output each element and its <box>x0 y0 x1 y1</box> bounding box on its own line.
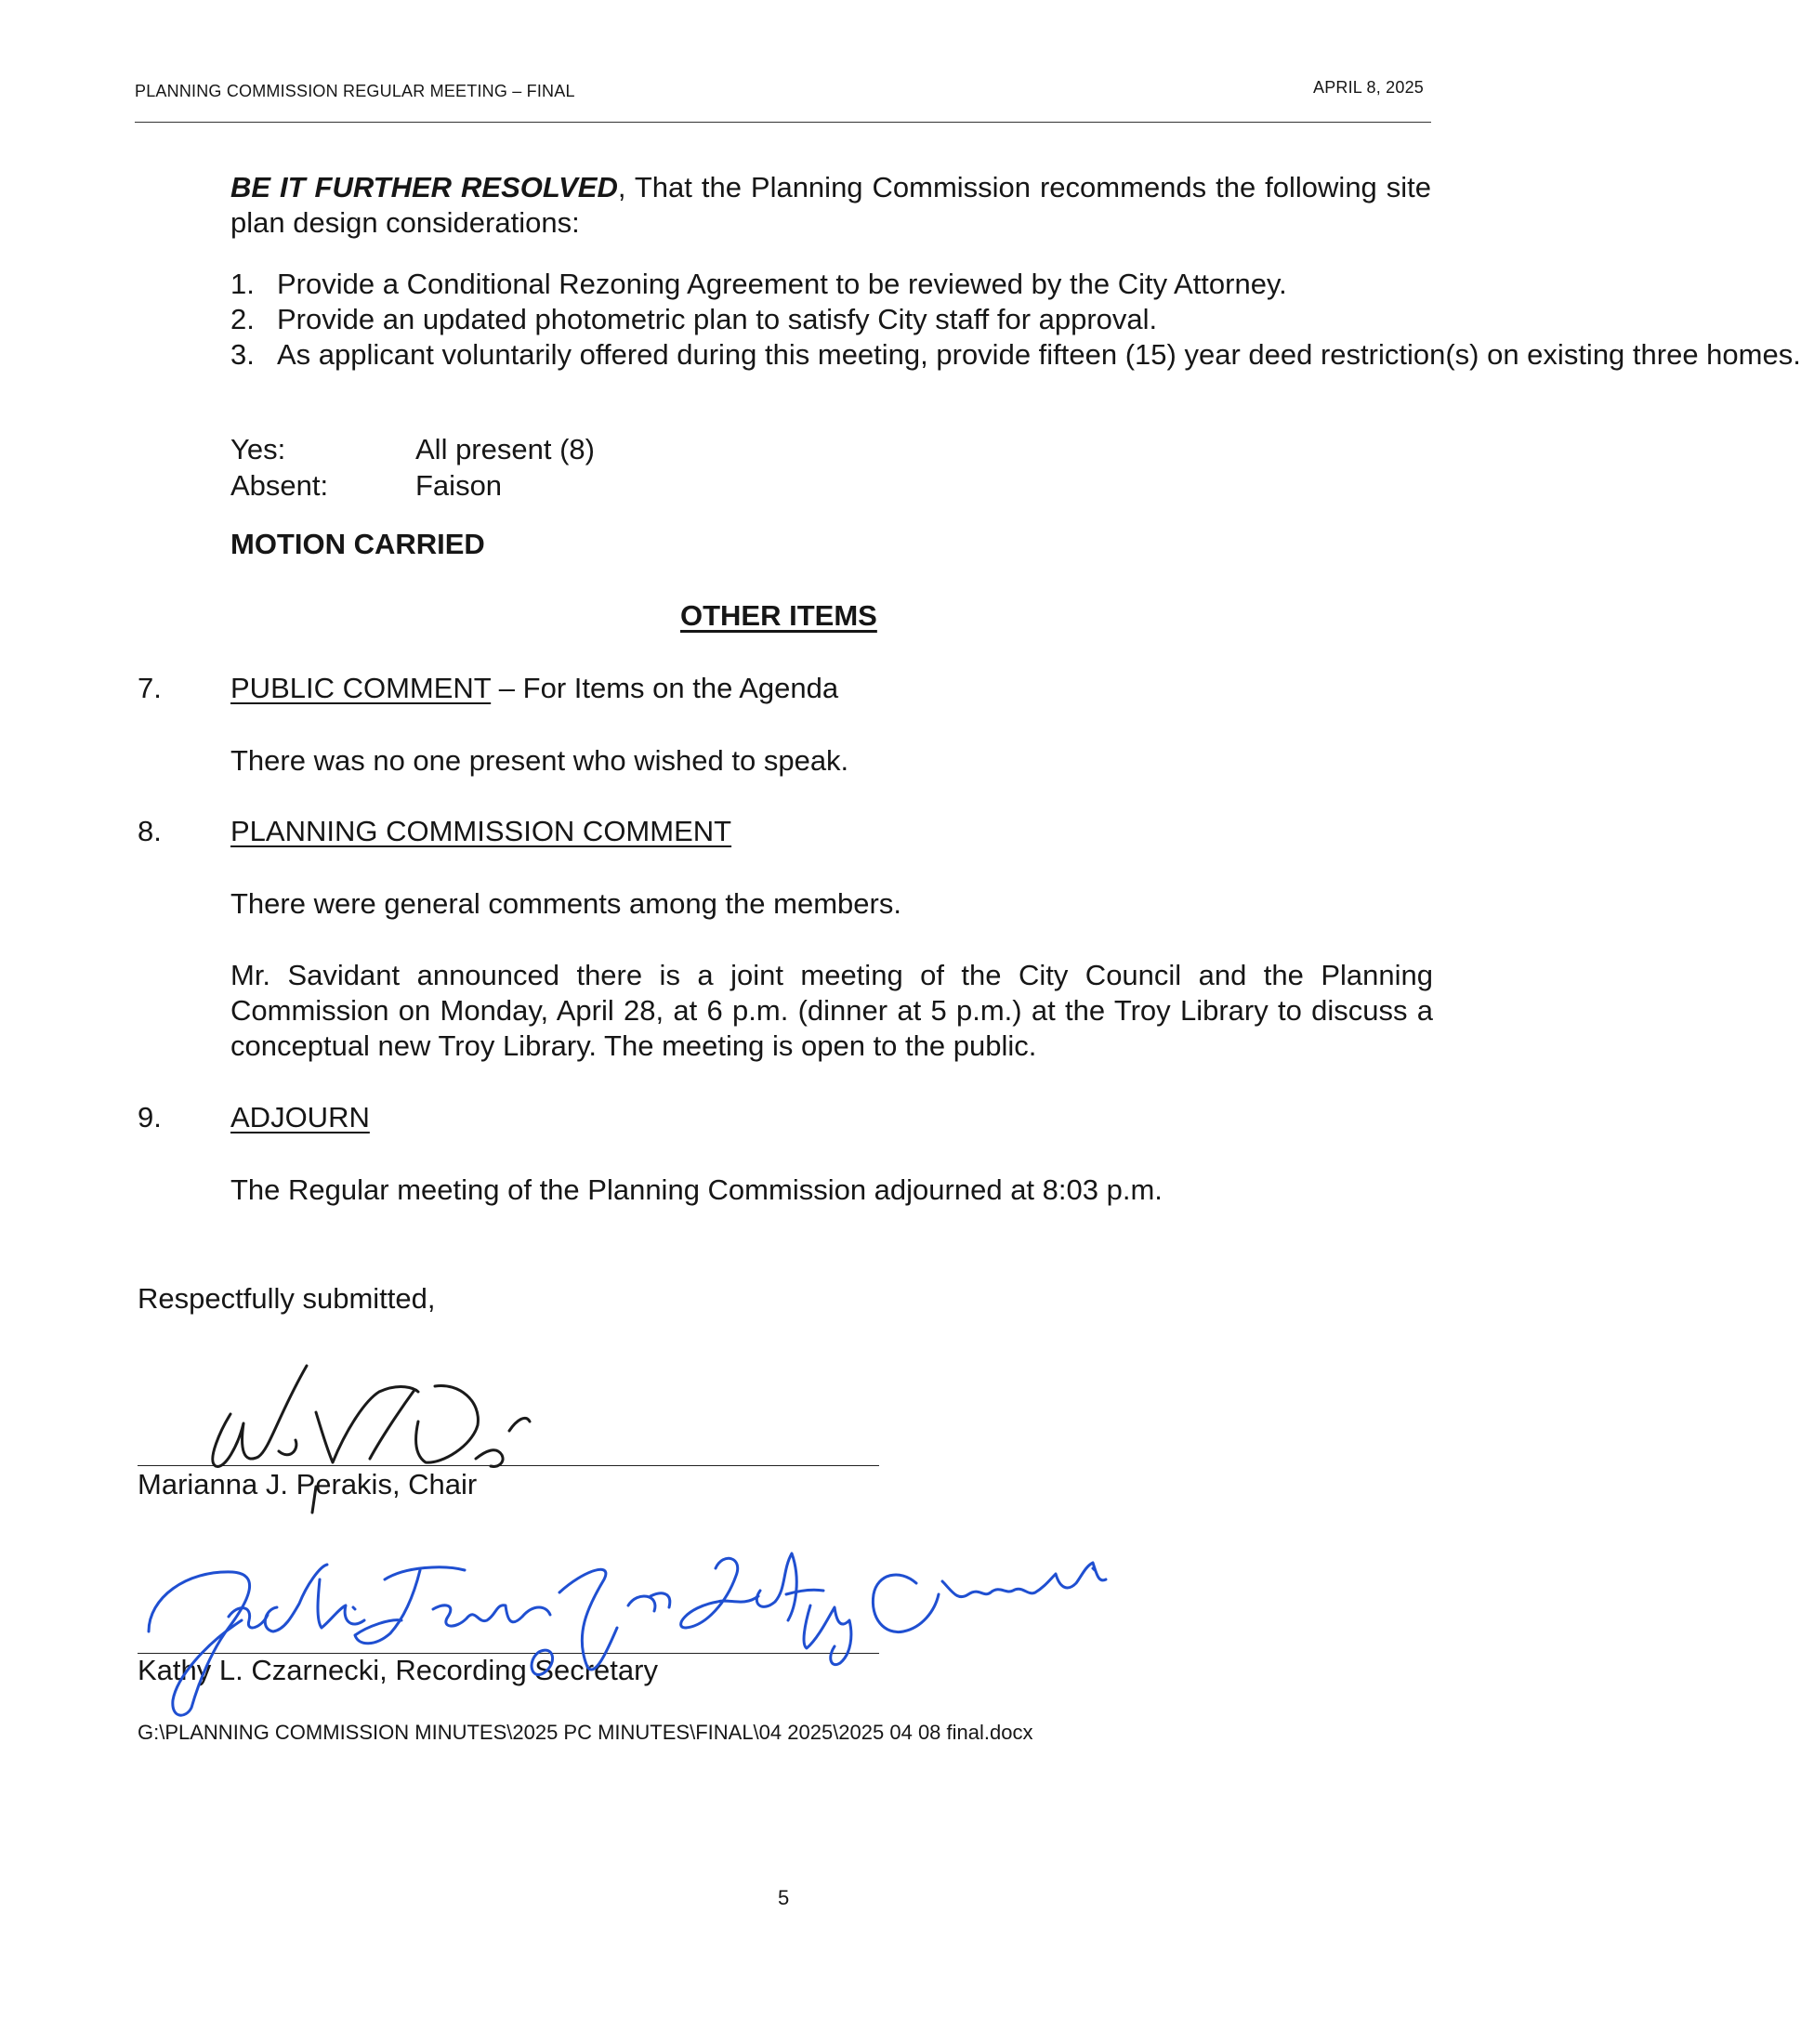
section-title: OTHER ITEMS <box>680 599 877 632</box>
item-paragraph: There was no one present who wished to speak. <box>230 744 849 777</box>
resolution-lead: BE IT FURTHER RESOLVED <box>230 171 618 203</box>
vote-yes-value: All present (8) <box>415 433 595 465</box>
vote-absent-label: Absent: <box>230 469 329 502</box>
list-item-text: Provide an updated photometric plan to satisfy City staff for approval. <box>277 303 1158 335</box>
header-title: PLANNING COMMISSION REGULAR MEETING – FINAL <box>135 82 575 100</box>
vote-yes-label: Yes: <box>230 433 286 465</box>
item-number: 8. <box>138 815 162 847</box>
file-path: G:\PLANNING COMMISSION MINUTES\2025 PC MINUTES\FINAL\04 2025\2025 04 08 final.docx <box>138 1721 1033 1744</box>
header-date: APRIL 8, 2025 <box>1313 78 1425 97</box>
item-suffix: – For Items on the Agenda <box>491 672 839 704</box>
item-paragraph: There were general comments among the members. <box>230 887 901 920</box>
resolution-text: , That the Planning Commission recommends the following site plan design considerations: <box>230 171 1431 239</box>
item-title: PLANNING COMMISSION COMMENT <box>230 815 732 847</box>
item-title: PUBLIC COMMENT <box>230 672 492 704</box>
list-item-text: Provide a Conditional Rezoning Agreement to be reviewed by the City Attorney. <box>277 268 1287 300</box>
item-number: 9. <box>138 1101 162 1133</box>
closing-text: Respectfully submitted, <box>138 1282 436 1315</box>
signer-name-secretary: Kathy L. Czarnecki, Recording Secretary <box>138 1654 658 1686</box>
list-item-text: As applicant voluntarily offered during this meeting, provide fifteen (15) year deed restriction(s) on existing three homes. <box>277 338 1801 371</box>
vote-absent-value: Faison <box>415 469 503 502</box>
secretary-signature <box>149 1553 1106 1715</box>
chair-signature <box>213 1366 530 1513</box>
item-number: 7. <box>138 672 162 704</box>
item-paragraph: The Regular meeting of the Planning Commission adjourned at 8:03 p.m. <box>230 1173 1163 1206</box>
motion-result: MOTION CARRIED <box>230 528 485 560</box>
item-paragraph: Mr. Savidant announced there is a joint meeting of the City Council and the Planning Commission on Monday, April 28, at 6 p.m. (dinner at 5 p.m.) at the Troy Library to discuss a conceptual new Troy Library. The meeting is open to the public. <box>230 959 1433 1062</box>
list-item-number: 2. <box>230 303 255 335</box>
list-item-number: 1. <box>230 268 255 300</box>
page-number: 5 <box>778 1886 790 1909</box>
signer-name-chair: Marianna J. Perakis, Chair <box>138 1468 478 1500</box>
list-item-number: 3. <box>230 338 255 371</box>
item-title: ADJOURN <box>230 1101 370 1133</box>
